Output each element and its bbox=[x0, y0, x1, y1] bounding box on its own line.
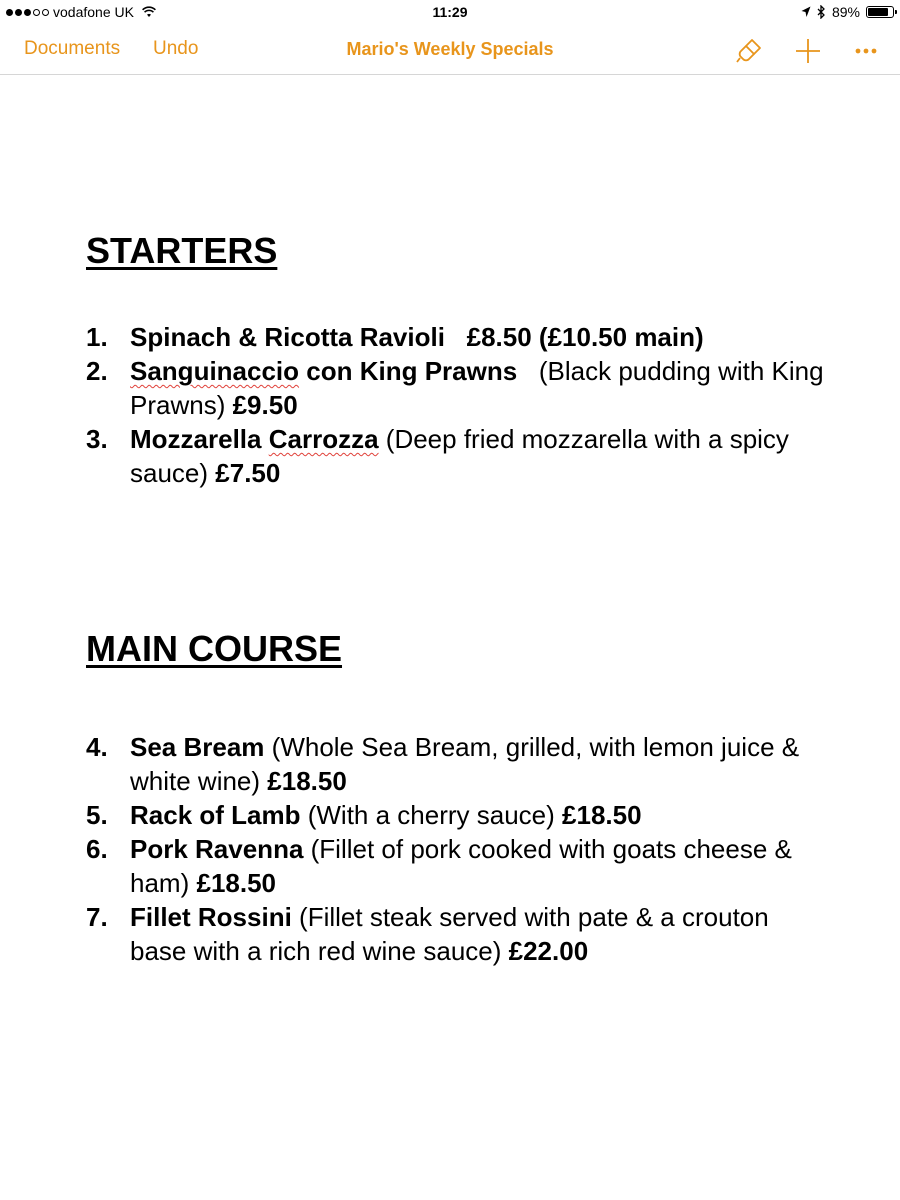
toolbar bbox=[0, 26, 900, 75]
item-description: (With a cherry sauce) bbox=[307, 800, 555, 830]
battery-percent: 89% bbox=[831, 4, 860, 20]
item-description: (Fillet steak served with pate & a crouton base with a rich red wine sauce) bbox=[130, 902, 769, 966]
location-arrow-icon bbox=[801, 6, 811, 18]
paintbrush-icon bbox=[732, 34, 766, 68]
list-item bbox=[86, 832, 826, 900]
status-time: 11:29 bbox=[432, 4, 468, 20]
list-item bbox=[86, 354, 826, 422]
item-number: 3. bbox=[86, 424, 108, 454]
item-price: £9.50 bbox=[232, 390, 298, 420]
list-item bbox=[86, 730, 826, 798]
starters-list bbox=[86, 320, 826, 490]
item-name-misspelled: Sanguinaccio bbox=[130, 356, 300, 386]
list-item bbox=[86, 320, 826, 354]
carrier-name: vodafone UK bbox=[53, 4, 134, 20]
item-price: £7.50 bbox=[215, 458, 281, 488]
status-right bbox=[801, 4, 894, 20]
battery-icon bbox=[866, 6, 894, 18]
item-name-misspelled: Carrozza bbox=[268, 424, 379, 454]
status-bar bbox=[0, 0, 900, 26]
list-item bbox=[86, 798, 826, 832]
plus-icon bbox=[791, 34, 825, 68]
item-name: con King Prawns bbox=[299, 356, 518, 386]
item-description: (Whole Sea Bream, grilled, with lemon juice & white wine) bbox=[130, 732, 800, 796]
item-number: 2. bbox=[86, 356, 108, 386]
item-name: Mozzarella bbox=[130, 424, 269, 454]
more-button[interactable] bbox=[849, 34, 883, 68]
battery-fill bbox=[868, 8, 888, 16]
bluetooth-icon bbox=[817, 5, 826, 19]
item-price: £18.50 bbox=[562, 800, 642, 830]
main-course-list bbox=[86, 730, 826, 968]
document-body[interactable] bbox=[86, 230, 826, 968]
item-name: Spinach & Ricotta Ravioli bbox=[130, 322, 445, 352]
item-number: 6. bbox=[86, 834, 108, 864]
item-description: (Black pudding with King Prawns) bbox=[130, 356, 824, 420]
item-number: 7. bbox=[86, 902, 108, 932]
item-name: Fillet Rossini bbox=[130, 902, 292, 932]
item-name: Pork Ravenna bbox=[130, 834, 304, 864]
list-item bbox=[86, 900, 826, 968]
list-item bbox=[86, 422, 826, 490]
main-course-heading: MAIN COURSE bbox=[86, 628, 343, 669]
documents-button[interactable]: Documents bbox=[24, 38, 121, 59]
item-name: Rack of Lamb bbox=[130, 800, 301, 830]
item-description: (Deep fried mozzarella with a spicy sauce) bbox=[130, 424, 789, 488]
add-button[interactable] bbox=[791, 34, 825, 68]
ellipsis-icon bbox=[849, 34, 883, 68]
item-price: £8.50 (£10.50 main) bbox=[466, 322, 704, 352]
format-button[interactable] bbox=[732, 34, 766, 68]
document-title: Mario's Weekly Specials bbox=[346, 39, 554, 59]
item-price: £18.50 bbox=[196, 868, 277, 898]
item-description: (Fillet of pork cooked with goats cheese & ham) bbox=[130, 834, 792, 898]
item-number: 4. bbox=[86, 732, 108, 762]
item-name: Sea Bream bbox=[130, 732, 265, 762]
undo-button[interactable]: Undo bbox=[153, 38, 199, 59]
item-number: 1. bbox=[86, 322, 108, 352]
starters-heading: STARTERS bbox=[86, 230, 278, 271]
item-price: £18.50 bbox=[267, 766, 347, 796]
item-number: 5. bbox=[86, 800, 108, 830]
item-price: £22.00 bbox=[508, 936, 589, 966]
